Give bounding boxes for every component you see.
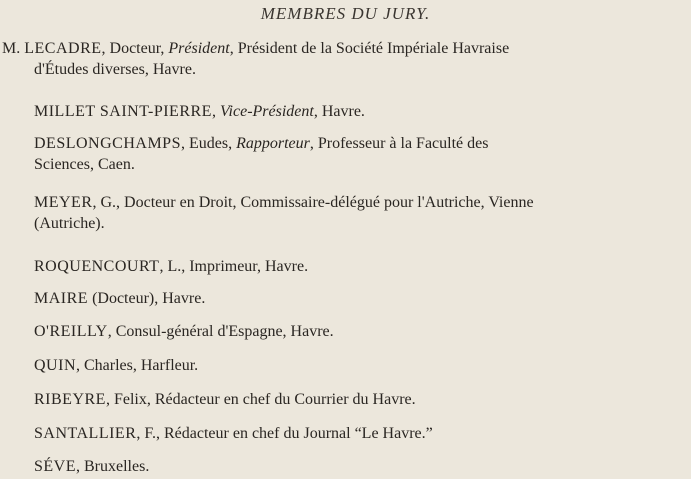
member-detail-rest: , Havre. [313, 103, 365, 120]
entry-line [2, 38, 686, 59]
member-detail-continued: (Autriche). [34, 215, 105, 232]
member-entry-quin [34, 355, 686, 376]
member-detail: , F., Rédacteur en chef du Journal “Le Havre.” [136, 425, 433, 442]
member-detail-continued: d'Études diverses, Havre. [34, 61, 196, 78]
member-detail: , Charles, Harfleur. [76, 357, 199, 374]
member-detail: , L., Imprimeur, Havre. [159, 258, 309, 275]
member-detail-rest: , Professeur à la Faculté des [309, 135, 489, 152]
member-name: O'REILLY [34, 323, 108, 340]
member-role: Vice-Président [219, 103, 314, 120]
member-detail: , Consul-général d'Espagne, Havre. [107, 323, 334, 340]
member-detail: (Docteur), Havre. [88, 290, 206, 307]
member-name: MAIRE [34, 290, 89, 307]
member-entry-millet [34, 101, 686, 122]
member-name: SANTALLIER [34, 425, 137, 442]
member-entry-santallier [34, 423, 686, 444]
member-name: RIBEYRE [34, 391, 106, 408]
member-detail-rest: , Président de la Société Impériale Havraise [229, 40, 510, 57]
member-name: DESLONGCHAMPS [34, 135, 181, 152]
member-detail: , Bruxelles. [76, 458, 150, 475]
entry-line [34, 192, 686, 213]
member-name: SÉVE [34, 458, 76, 475]
member-role: Rapporteur [236, 135, 310, 152]
member-entry-meyer [34, 192, 686, 234]
member-entry-seve [34, 456, 686, 477]
member-detail: , Docteur, [101, 40, 169, 57]
member-detail: , Eudes, [180, 135, 237, 152]
entry-line [34, 133, 686, 154]
member-name: QUIN [34, 357, 76, 374]
member-entry-lecadre [2, 38, 686, 80]
member-detail-continued: Sciences, Caen. [34, 156, 135, 173]
member-role: Président [168, 40, 230, 57]
member-entry-deslongchamps [34, 133, 686, 175]
member-entry-oreilly [34, 321, 686, 342]
entry-prefix: M. [2, 40, 25, 57]
member-name: MILLET SAINT-PIERRE [34, 103, 212, 120]
member-entry-maire [34, 288, 686, 309]
member-name: MEYER [34, 194, 93, 211]
page-heading: MEMBRES DU JURY. [260, 4, 431, 23]
member-detail: , Felix, Rédacteur en chef du Courrier du Havre. [105, 391, 416, 408]
member-detail: , [211, 103, 220, 120]
member-entry-roquencourt [34, 256, 686, 277]
member-entry-ribeyre [34, 389, 686, 410]
member-name: ROQUENCOURT [34, 258, 160, 275]
member-detail: , G., Docteur en Droit, Commissaire-délégué pour l'Autriche, Vienne [92, 194, 534, 211]
member-name: LECADRE [24, 40, 102, 57]
